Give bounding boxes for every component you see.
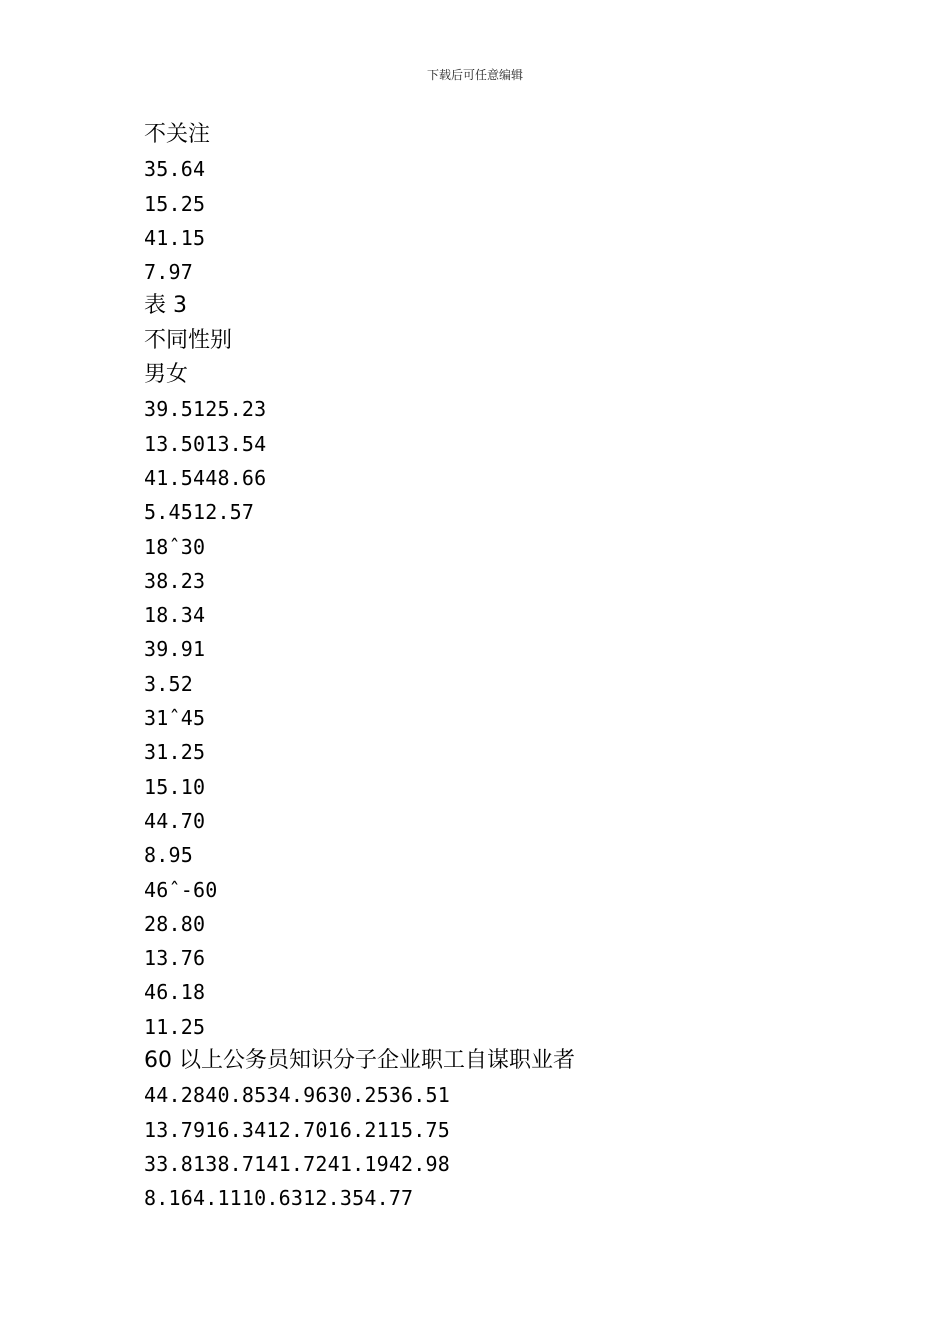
text-line: 男女 <box>144 362 189 388</box>
text-line: 13.5013.54 <box>144 431 267 456</box>
text-line: 33.8138.7141.7241.1942.98 <box>144 1151 451 1176</box>
text-line: 38.23 <box>144 568 206 593</box>
text-line: 18.34 <box>144 603 206 628</box>
document-body <box>144 118 904 1216</box>
page-header: 下载后可任意编辑 <box>426 68 523 82</box>
text-line: 不同性别 <box>144 327 233 353</box>
text-line: 5.4512.57 <box>144 500 255 525</box>
text-line: 35.64 <box>144 157 206 182</box>
text-line: 39.5125.23 <box>144 397 267 422</box>
text-line: 13.7916.3412.7016.2115.75 <box>144 1117 451 1142</box>
text-line: 8.164.1110.6312.354.77 <box>144 1186 414 1211</box>
text-line: 41.5448.66 <box>144 465 267 490</box>
text-line: 15.25 <box>144 191 206 216</box>
text-line: 46.18 <box>144 980 206 1005</box>
text-line: 8.95 <box>144 843 193 868</box>
text-line: 46ˆ-60 <box>144 877 218 902</box>
text-line: 44.2840.8534.9630.2536.51 <box>144 1083 451 1108</box>
text-line: 41.15 <box>144 225 206 250</box>
text-line: 11.25 <box>144 1014 206 1039</box>
text-line: 18ˆ30 <box>144 534 206 559</box>
text-line: 31ˆ45 <box>144 706 206 731</box>
text-line: 7.97 <box>144 260 193 285</box>
text-line: 15.10 <box>144 774 206 799</box>
text-line: 28.80 <box>144 911 206 936</box>
text-line: 不关注 <box>144 122 211 147</box>
text-line: 39.91 <box>144 637 206 662</box>
text-line: 3.52 <box>144 671 193 696</box>
table-caption: 表 3 <box>144 293 187 319</box>
text-line: 60 以上公务员知识分子企业职工自谋职业者 <box>144 1048 575 1074</box>
text-line: 44.70 <box>144 808 206 833</box>
text-line: 13.76 <box>144 946 206 971</box>
text-line: 31.25 <box>144 740 206 765</box>
